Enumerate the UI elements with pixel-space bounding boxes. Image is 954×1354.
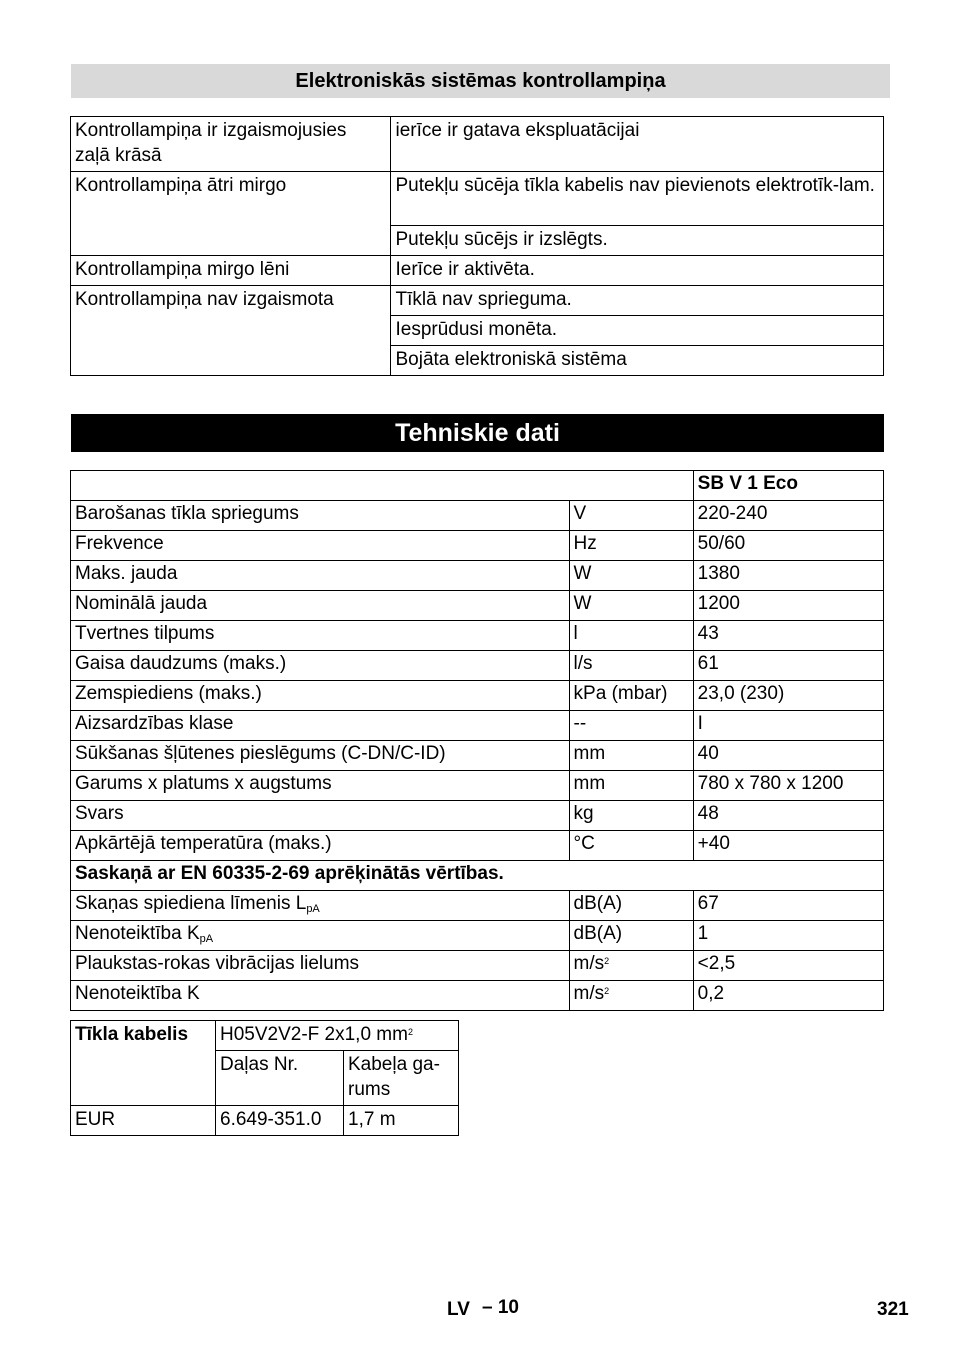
param-unit: l — [569, 621, 693, 651]
table-row — [71, 1106, 459, 1136]
param-label — [71, 951, 570, 981]
param-label — [71, 981, 570, 1011]
table-row — [71, 891, 884, 921]
cable-heading: Tīkla kabelis — [71, 1021, 216, 1106]
cable-type-superscript: 2 — [407, 1027, 413, 1037]
param-unit: V — [569, 501, 693, 531]
cable-length-header: Kabeļa ga-rums — [344, 1051, 459, 1106]
param-label — [71, 921, 570, 951]
param-unit: kPa (mbar) — [569, 681, 693, 711]
param-value: 67 — [693, 891, 883, 921]
meaning-cell: Iesprūdusi monēta. — [391, 316, 884, 346]
param-label-text: Nenoteiktība K — [75, 923, 200, 944]
table-row — [71, 861, 884, 891]
table-row — [71, 117, 884, 172]
param-label: Frekvence — [71, 531, 570, 561]
param-unit: W — [569, 591, 693, 621]
param-unit — [569, 921, 693, 951]
param-unit: Hz — [569, 531, 693, 561]
header-empty-cell — [71, 471, 694, 501]
meaning-cell: Putekļu sūcējs ir izslēgts. — [391, 226, 884, 256]
page-number: 321 — [877, 1299, 909, 1320]
meaning-cell: Bojāta elektroniskā sistēma — [391, 346, 884, 376]
region-cell: EUR — [71, 1106, 216, 1136]
param-label-text: Skaņas spiediena līmenis L — [75, 893, 307, 914]
table-row — [71, 711, 884, 741]
param-unit-text: dB(A) — [573, 923, 623, 944]
param-label: Apkārtējā temperatūra (maks.) — [71, 831, 570, 861]
footer-section-page: – 10 — [482, 1297, 519, 1318]
param-value: I — [693, 711, 883, 741]
status-cell: Kontrollampiņa nav izgaismota — [71, 286, 391, 376]
param-value: 23,0 (230) — [693, 681, 883, 711]
table-row — [71, 561, 884, 591]
param-value: 0,2 — [693, 981, 883, 1011]
table-row — [71, 681, 884, 711]
param-value: 1380 — [693, 561, 883, 591]
table-header-row — [71, 471, 884, 501]
param-value: 61 — [693, 651, 883, 681]
param-value: 1 — [693, 921, 883, 951]
status-cell: Kontrollampiņa mirgo lēni — [71, 256, 391, 286]
meaning-cell: Tīklā nav sprieguma. — [391, 286, 884, 316]
table-row — [71, 831, 884, 861]
param-unit: mm — [569, 741, 693, 771]
label-subscript: pA — [199, 933, 214, 945]
param-value: 40 — [693, 741, 883, 771]
table-row — [71, 801, 884, 831]
meaning-cell: Putekļu sūcēja tīkla kabelis nav pievienots elektrotīk-lam. — [391, 172, 884, 226]
param-unit: -- — [569, 711, 693, 741]
param-label: Zemspiediens (maks.) — [71, 681, 570, 711]
param-value: 43 — [693, 621, 883, 651]
table-row — [71, 771, 884, 801]
table-row — [71, 651, 884, 681]
param-value: +40 — [693, 831, 883, 861]
label-subscript: pA — [306, 903, 320, 915]
param-value: 48 — [693, 801, 883, 831]
table-row — [71, 256, 884, 286]
param-label: Tvertnes tilpums — [71, 621, 570, 651]
table-row — [71, 501, 884, 531]
table-row — [71, 951, 884, 981]
part-number-header: Daļas Nr. — [216, 1051, 344, 1106]
cable-table — [70, 1020, 459, 1136]
param-label-text: Nenoteiktība K — [75, 983, 200, 1004]
param-label: Gaisa daudzums (maks.) — [71, 651, 570, 681]
table-row — [71, 286, 884, 316]
param-unit-text: m/s — [573, 983, 605, 1004]
param-label: Garums x platums x augstums — [71, 771, 570, 801]
table-row — [71, 531, 884, 561]
cable-type — [216, 1021, 459, 1051]
technical-data-table — [70, 470, 884, 1011]
meaning-cell: Ierīce ir aktivēta. — [391, 256, 884, 286]
table-row — [71, 172, 884, 226]
table-row — [71, 741, 884, 771]
param-label: Barošanas tīkla spriegums — [71, 501, 570, 531]
param-label: Aizsardzības klase — [71, 711, 570, 741]
param-value: 780 x 780 x 1200 — [693, 771, 883, 801]
param-label: Nominālā jauda — [71, 591, 570, 621]
param-unit-text: m/s — [573, 953, 605, 974]
unit-superscript: 2 — [604, 986, 610, 996]
table-row — [71, 921, 884, 951]
indicator-table — [70, 116, 884, 376]
param-unit: W — [569, 561, 693, 591]
param-value: 50/60 — [693, 531, 883, 561]
part-number-cell: 6.649-351.0 — [216, 1106, 344, 1136]
param-value: 1200 — [693, 591, 883, 621]
param-value: 220-240 — [693, 501, 883, 531]
table-row — [71, 981, 884, 1011]
section-title-technical: Tehniskie dati — [71, 414, 884, 452]
footer-language: LV — [447, 1299, 470, 1320]
status-cell: Kontrollampiņa ātri mirgo — [71, 172, 391, 256]
en-standard-heading: Saskaņā ar EN 60335-2-69 aprēķinātās vērtības. — [71, 861, 884, 891]
param-label: Maks. jauda — [71, 561, 570, 591]
param-value: <2,5 — [693, 951, 883, 981]
cable-length-cell: 1,7 m — [344, 1106, 459, 1136]
unit-superscript: 2 — [604, 956, 610, 966]
table-row — [71, 591, 884, 621]
param-label: Svars — [71, 801, 570, 831]
param-label: Sūkšanas šļūtenes pieslēgums (C-DN/C-ID) — [71, 741, 570, 771]
param-unit — [569, 891, 693, 921]
param-unit: mm — [569, 771, 693, 801]
param-label — [71, 891, 570, 921]
meaning-cell: ierīce ir gatava ekspluatācijai — [391, 117, 884, 172]
param-label-text: Plaukstas-rokas vibrācijas lielums — [75, 953, 360, 974]
status-cell: Kontrollampiņa ir izgaismojusies zaļā krāsā — [71, 117, 391, 172]
table-row — [71, 1021, 459, 1051]
param-unit — [569, 981, 693, 1011]
param-unit — [569, 951, 693, 981]
section-title-indicator: Elektroniskās sistēmas kontrollampiņa — [71, 64, 890, 98]
param-unit: °C — [569, 831, 693, 861]
model-header: SB V 1 Eco — [693, 471, 883, 501]
table-row — [71, 621, 884, 651]
param-unit-text: dB(A) — [573, 893, 623, 914]
param-unit: l/s — [569, 651, 693, 681]
param-unit: kg — [569, 801, 693, 831]
cable-type-text: H05V2V2-F 2x1,0 mm — [220, 1024, 408, 1045]
